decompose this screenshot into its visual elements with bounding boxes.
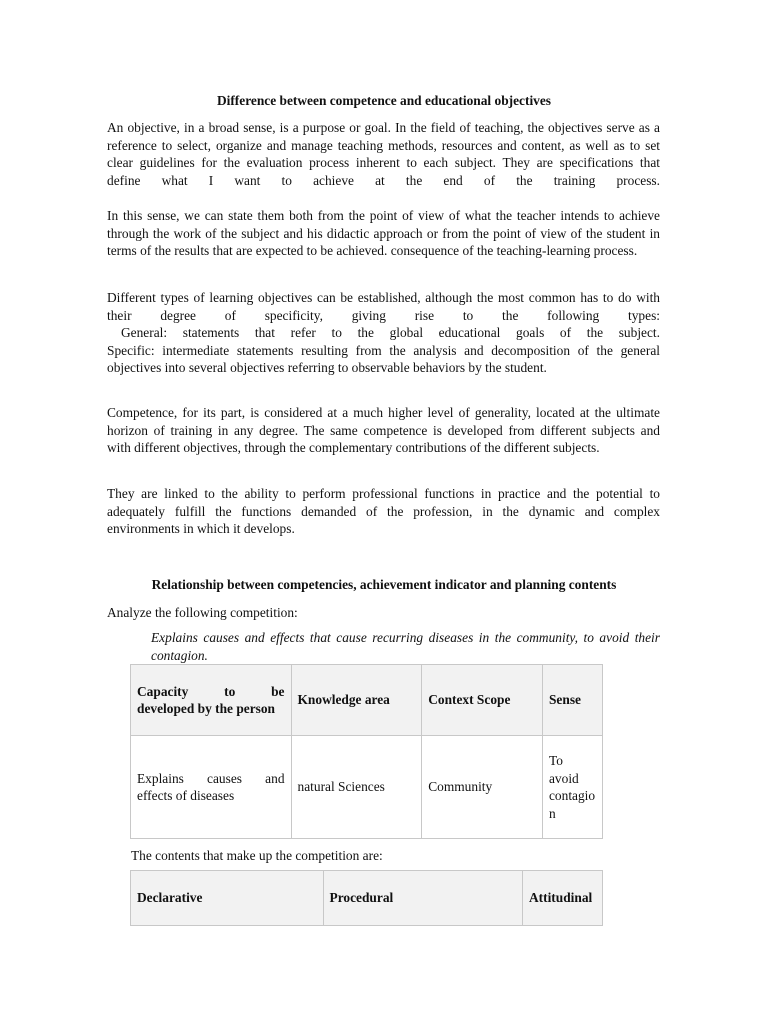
text-line: They are linked to the ability to perform professional functions in practice and the potential to: [107, 486, 660, 501]
text-line: An objective, in a broad sense, is a purpose or goal. In the field of teaching, the objectives serve as a: [107, 120, 660, 135]
header-procedural: Procedural: [323, 871, 522, 926]
text-line: with different objectives, through the complementary contributions of the different subjects.: [107, 440, 600, 455]
cell-sense-line: To: [548, 753, 563, 768]
text-line: contagion.: [151, 647, 208, 663]
table-row: [131, 736, 603, 839]
text-line: objectives into several objectives referring to observable behaviors by the student.: [107, 360, 547, 375]
cell-sense-line: contagio: [548, 788, 596, 803]
text-line: Different types of learning objectives can be established, although the most common has to do with: [107, 290, 660, 305]
contents-intro: The contents that make up the competition are:: [131, 848, 383, 863]
text-line: environments in which it develops.: [107, 521, 295, 536]
header-declarative: Declarative: [131, 871, 324, 926]
cell-capacity-line: effects of diseases: [137, 788, 235, 803]
cell-capacity-line: Explains causes and: [137, 770, 285, 786]
header-attitudinal: Attitudinal: [523, 871, 603, 926]
text-line: reference to select, organize and manage teaching methods, resources and content, as well as to set: [107, 137, 660, 153]
text-line: General: statements that refer to the global educational goals of the subject.: [121, 325, 660, 340]
competence-statement: [151, 629, 660, 664]
paragraph-point-of-view: [107, 207, 660, 260]
text-line: terms of the results that are expected to be achieved. consequence of the teaching-learning process.: [107, 243, 638, 258]
text-line: In this sense, we can state them both from the point of view of what the teacher intends to achieve: [107, 208, 660, 223]
cell-capacity: [131, 736, 292, 839]
cell-sense-line: avoid: [548, 770, 579, 786]
cell-context-scope: Community: [422, 736, 543, 839]
table-header-row: [131, 871, 603, 926]
paragraph-competence: [107, 404, 660, 457]
text-line: adequately fulfill the functions demanded of the profession, in the dynamic and complex: [107, 503, 660, 519]
analyze-label: Analyze the following competition:: [107, 605, 298, 620]
text-line: Specific: intermediate statements resulting from the analysis and decomposition of the general: [107, 342, 660, 358]
header-capacity-line: developed by the person: [137, 701, 276, 716]
text-line: horizon of training in any degree. The same competence is developed from different subjects and: [107, 422, 660, 438]
header-capacity-line: Capacity to be: [137, 683, 285, 699]
paragraph-professional-functions: [107, 485, 660, 538]
text-line: Explains causes and effects that cause recurring diseases in the community, to avoid their: [151, 630, 660, 645]
cell-sense-line: n: [548, 805, 556, 821]
text-line: clear guidelines for the evaluation process inherent to each subject. They are specifications that: [107, 155, 660, 170]
paragraph-objective-definition: [107, 119, 660, 189]
header-context-scope: Context Scope: [422, 665, 543, 736]
header-sense: Sense: [542, 665, 602, 736]
competence-table: [130, 664, 603, 839]
header-capacity: [131, 665, 292, 736]
contents-table: [130, 870, 603, 926]
text-line: their degree of specificity, giving rise to the following types:: [107, 307, 660, 323]
paragraph-objective-types: [107, 289, 660, 377]
text-line: Competence, for its part, is considered at a much higher level of generality, located at the ultimate: [107, 405, 660, 420]
section-subtitle: Relationship between competencies, achievement indicator and planning contents: [151, 577, 617, 592]
table-header-row: [131, 665, 603, 736]
text-line: define what I want to achieve at the end of the training process.: [107, 172, 660, 188]
header-knowledge-area: Knowledge area: [291, 665, 422, 736]
cell-knowledge-area: natural Sciences: [291, 736, 422, 839]
document-title: Difference between competence and educational objectives: [216, 93, 552, 108]
cell-sense: [542, 736, 602, 839]
text-line: through the work of the subject and his didactic approach or from the point of view of the student in: [107, 225, 660, 241]
